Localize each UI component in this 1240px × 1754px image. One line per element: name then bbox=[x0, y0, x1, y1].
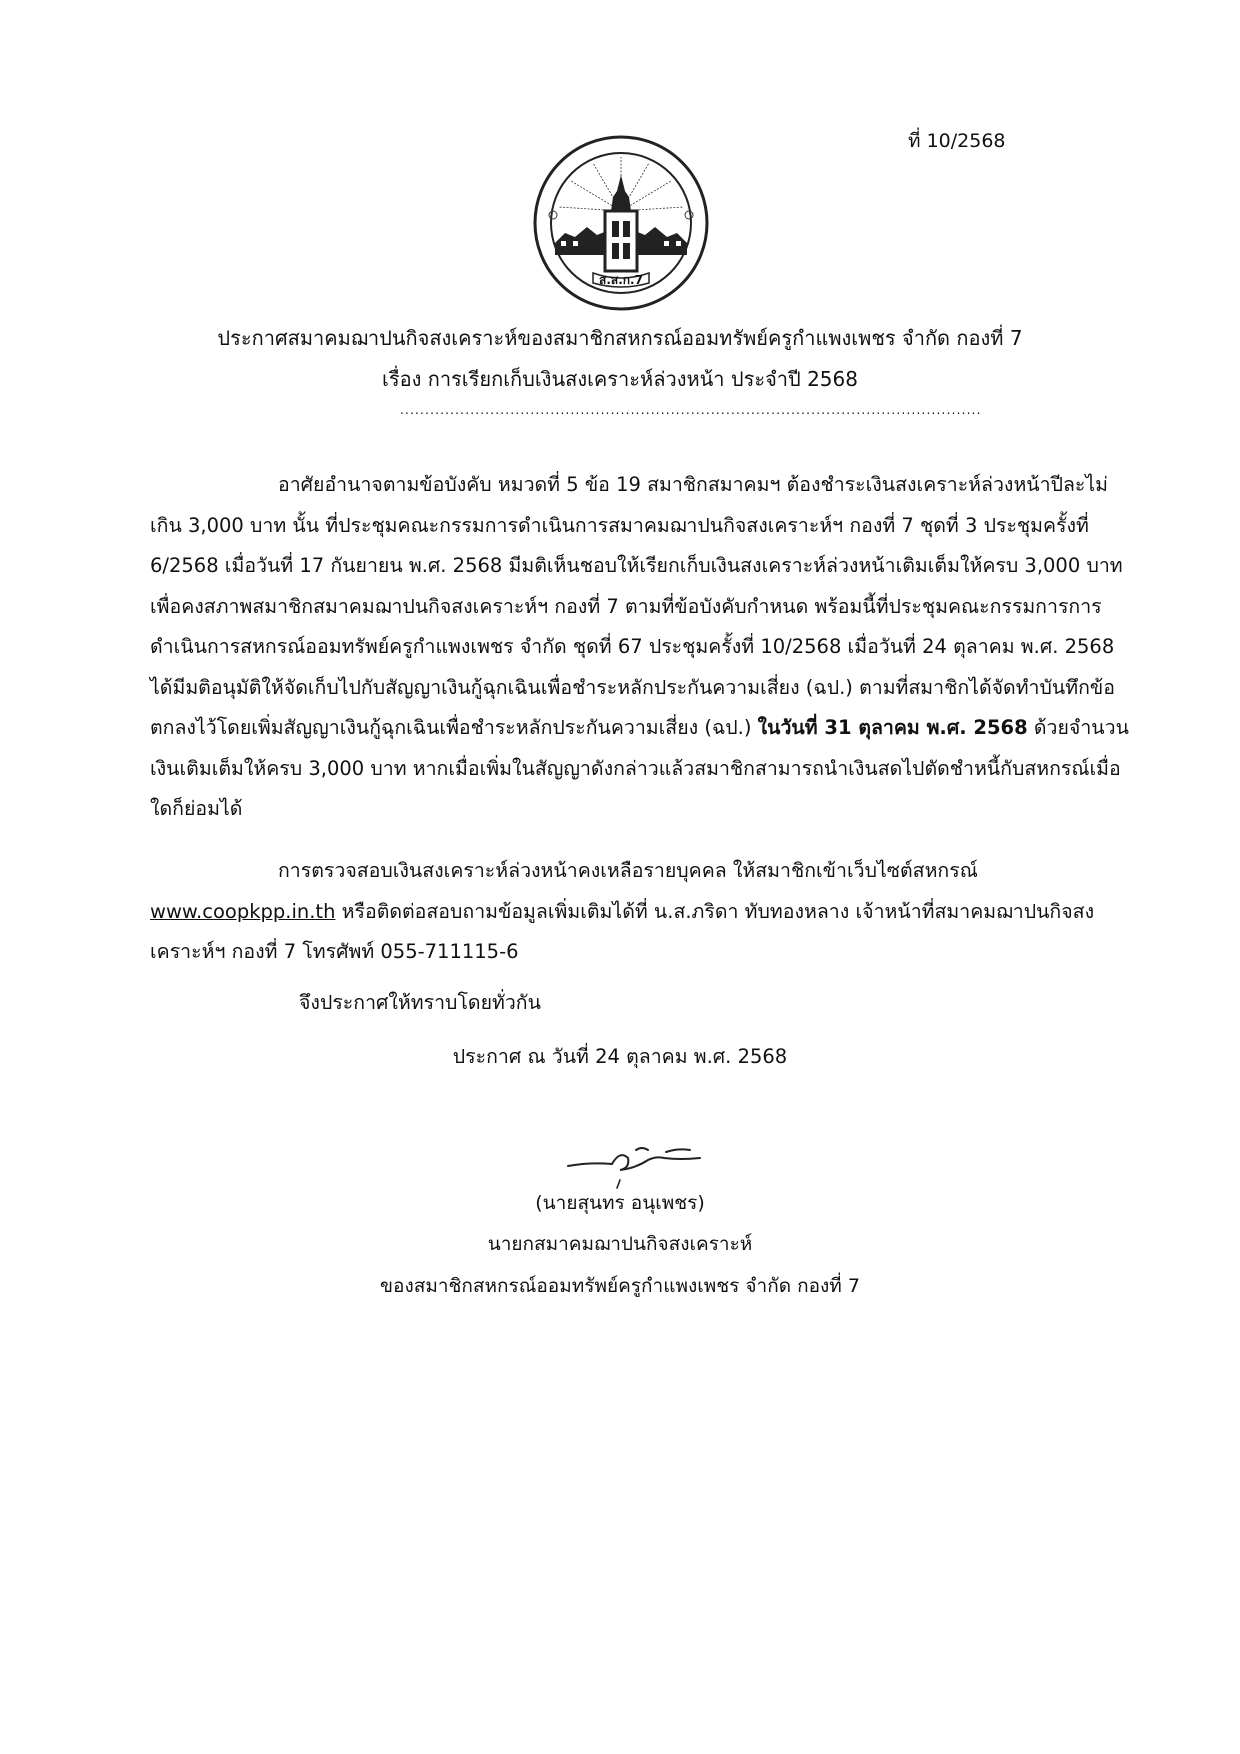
paragraph1-text-b: ด้วยจำนวนเงินเติมเต็มให้ครบ 3,000 บาท หากเมื่อเพิ่มในสัญญาดังกล่าวแล้วสมาชิกสามารถนำเงินสดไปตัดชำหนี้กับสหกรณ์เมื่อใดก็ย่อมได้ bbox=[150, 716, 1129, 820]
closing-statement: จึงประกาศให้ทราบโดยทั่วกัน bbox=[299, 991, 541, 1014]
announcement-date: ประกาศ ณ วันที่ 24 ตุลาคม พ.ศ. 2568 bbox=[452, 1045, 788, 1068]
document-number: ที่ 10/2568 bbox=[908, 130, 1006, 152]
body-paragraph-2 bbox=[150, 851, 1130, 973]
signatory-position: นายกสมาคมฌาปนกิจสงเคราะห์ bbox=[487, 1233, 753, 1255]
association-emblem-logo bbox=[531, 133, 711, 313]
paragraph1-text-a: อาศัยอำนาจตามข้อบังคับ หมวดที่ 5 ข้อ 19 สมาชิกสมาคมฯ ต้องชำระเงินสงเคราะห์ล่วงหน้าปีละไม่เกิน 3,000 บาท นั้น ที่ประชุมคณะกรรมการดำเนินการสมาคมฌาปนกิจสงเคราะห์ฯ กองที่ 7 ชุดที่ 3 ประชุมครั้งที่ 6/2568 เมื่อวันที่ 17 กันยายน พ.ศ. 2568 มีมติเห็นชอบให้เรียกเก็บเงินสงเคราะห์ล่วงหน้าเติมเต็มให้ครบ 3,000 บาท เพื่อคงสภาพสมาชิกสมาคมฌาปนกิจสงเคราะห์ฯ กองที่ 7 ตามที่ข้อบังคับกำหนด พร้อมนี้ที่ประชุมคณะกรรมการการดำเนินการสหกรณ์ออมทรัพย์ครูกำแพงเพชร จำกัด ชุดที่ 67 ประชุมครั้งที่ 10/2568 เมื่อวันที่ 24 ตุลาคม พ.ศ. 2568 ได้มีมติอนุมัติให้จัดเก็บไปกับสัญญาเงินกู้ฉุกเฉินเพื่อชำระหลักประกันความเสี่ยง (ฉป.) ตามที่สมาชิกได้จัดทำบันทึกข้อตกลงไว้โดยเพิ่มสัญญาเงินกู้ฉุกเฉินเพื่อชำระหลักประกันความเสี่ยง (ฉป.) bbox=[150, 473, 1123, 739]
announcement-title: ประกาศสมาคมฌาปนกิจสงเคราะห์ของสมาชิกสหกรณ์ออมทรัพย์ครูกำแพงเพชร จำกัด กองที่ 7 bbox=[217, 326, 1023, 350]
signatory-organization: ของสมาชิกสหกรณ์ออมทรัพย์ครูกำแพงเพชร จำกัด กองที่ 7 bbox=[380, 1275, 860, 1297]
signatory-name: (นายสุนทร อนุเพชร) bbox=[535, 1192, 705, 1214]
announcement-subject: เรื่อง การเรียกเก็บเงินสงเคราะห์ล่วงหน้า ประจำปี 2568 bbox=[382, 367, 858, 391]
body-paragraph-1 bbox=[150, 465, 1130, 830]
website-link[interactable]: www.coopkpp.in.th bbox=[150, 899, 336, 923]
dotted-separator: .................................................................................................................... bbox=[400, 403, 982, 417]
paragraph2-text-a: การตรวจสอบเงินสงเคราะห์ล่วงหน้าคงเหลือรายบุคคล ให้สมาชิกเข้าเว็บไซต์สหกรณ์ bbox=[278, 859, 978, 882]
paragraph2-text-b: หรือติดต่อสอบถามข้อมูลเพิ่มเติมได้ที่ น.ส.ภริดา ทับทองหลาง เจ้าหน้าที่สมาคมฌาปนกิจสงเคราะห์ฯ กองที่ 7 โทรศัพท์ 055-711115-6 bbox=[150, 899, 1095, 963]
emblem-text: ส.ส.ก.7 bbox=[599, 273, 643, 287]
paragraph1-bold-date: ในวันที่ 31 ตุลาคม พ.ศ. 2568 bbox=[757, 716, 1028, 739]
